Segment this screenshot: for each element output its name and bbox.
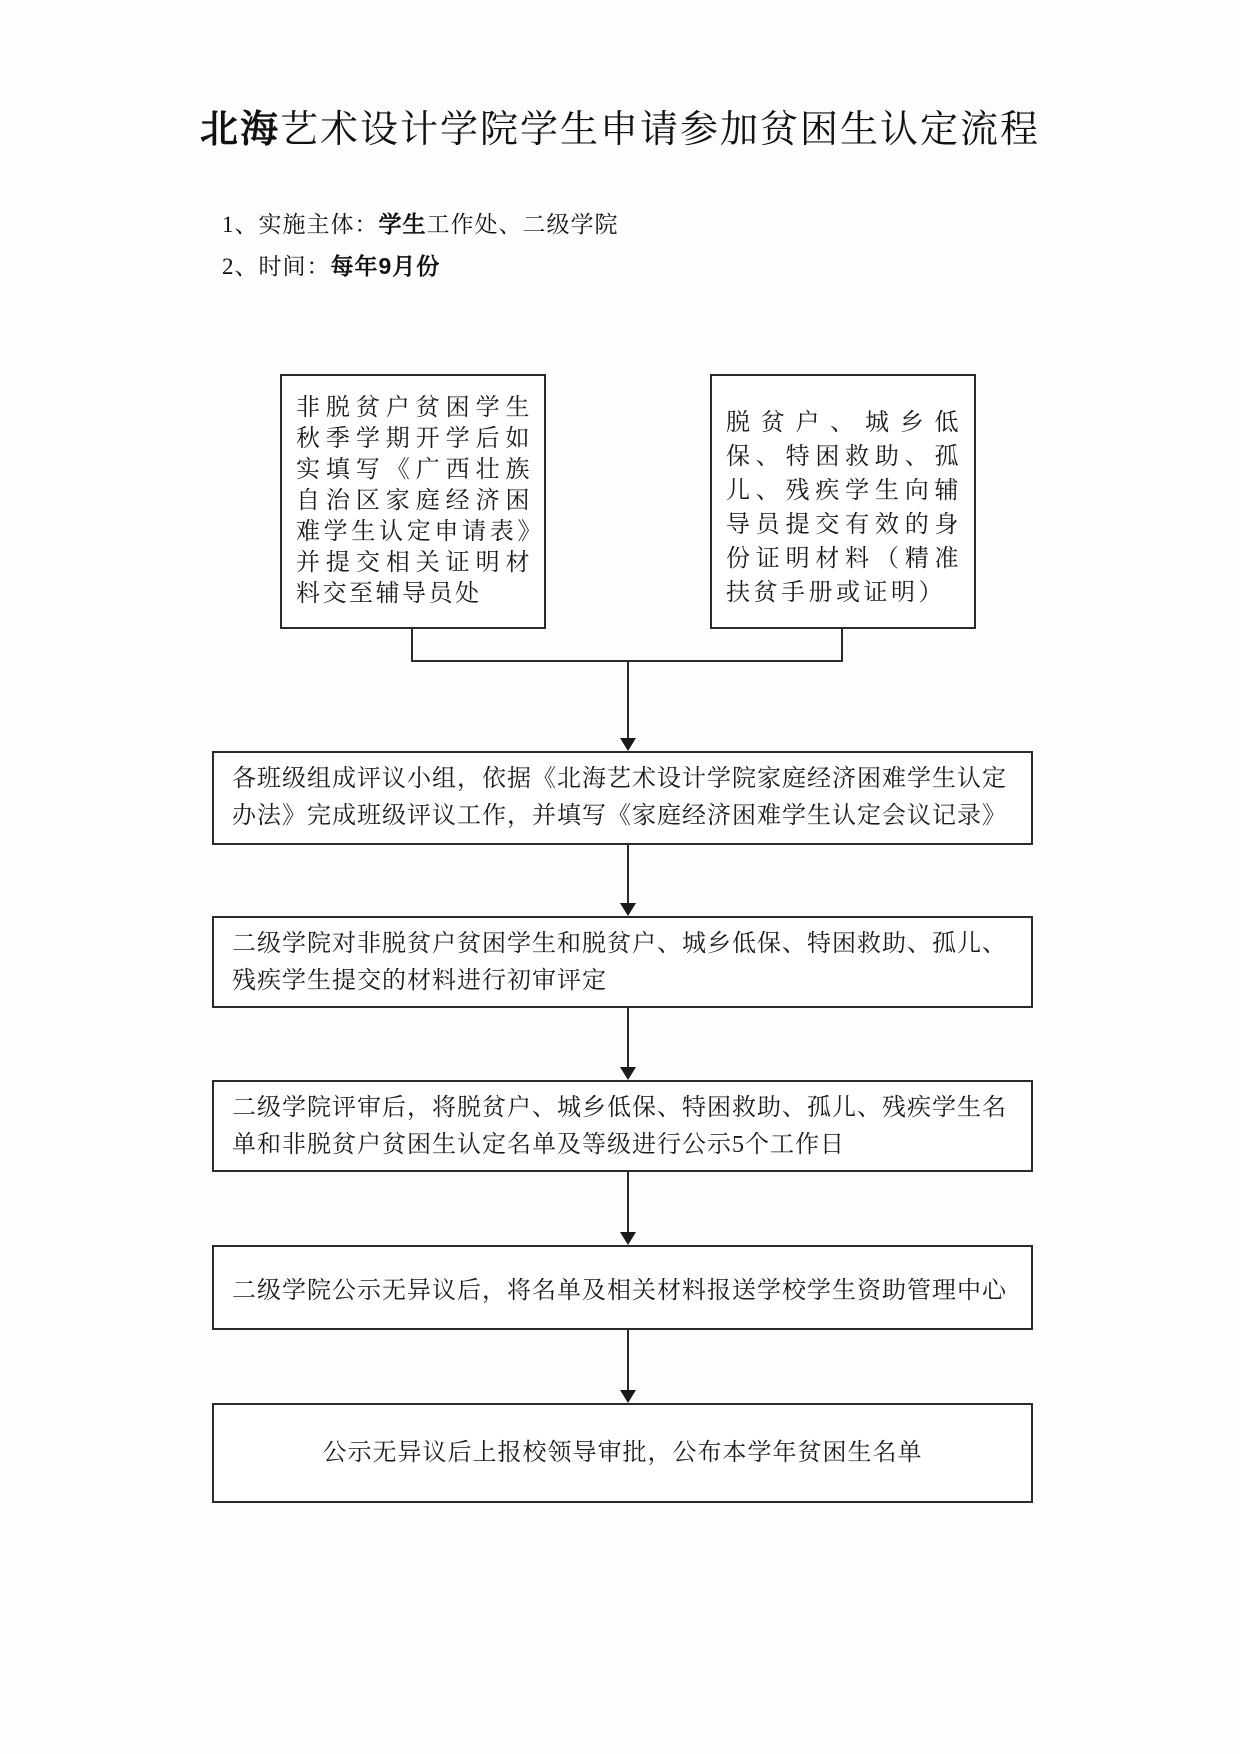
flow-box-publicize-list-text: 二级学院评审后，将脱贫户、城乡低保、特困救助、孤儿、残疾学生名单和非脱贫户贫困生认定名单及等级进行公示5个工作日 — [232, 1095, 1007, 1158]
flow-box-class-review — [212, 751, 1033, 845]
flow-box-poverty-relief-students-text: 脱贫户、城乡低保、特困救助、孤儿、残疾学生向辅导员提交有效的身份证明材料（精准扶贫手册或证明） — [726, 410, 962, 606]
connector-right-stub — [841, 629, 843, 661]
flow-box-final-approval — [212, 1403, 1033, 1503]
flow-box-submit-to-aid-center — [212, 1245, 1033, 1330]
arrow-1-line — [627, 661, 629, 739]
page-title — [0, 98, 1240, 153]
arrow-5-head-icon — [620, 1390, 636, 1403]
note-implementing-body-prefix: 1、实施主体： — [222, 212, 379, 237]
flow-box-class-review-text: 各班级组成评议小组，依据《北海艺术设计学院家庭经济困难学生认定办法》完成班级评议工作，并填写《家庭经济困难学生认定会议记录》 — [232, 766, 1007, 829]
flow-box-non-poverty-household-students — [280, 374, 546, 629]
arrow-2-head-icon — [620, 903, 636, 916]
flow-box-non-poverty-household-students-text: 非脱贫户贫困学生秋季学期开学后如实填写《广西壮族自治区家庭经济困难学生认定申请表》并提交相关证明材料交至辅导员处 — [296, 395, 532, 607]
arrow-5-line — [627, 1330, 629, 1391]
arrow-1-head-icon — [620, 738, 636, 751]
page-title-bold-part: 北海 — [199, 109, 280, 151]
flow-box-final-approval-text: 公示无异议后上报校领导审批，公布本学年贫困生名单 — [322, 1439, 923, 1466]
page-title-rest: 艺术设计学院学生申请参加贫困生认定流程 — [280, 109, 1041, 151]
flow-box-college-initial-review — [212, 916, 1033, 1008]
note-implementing-body — [222, 206, 619, 239]
connector-left-stub — [411, 629, 413, 661]
flow-box-publicize-list — [212, 1080, 1033, 1172]
note-implementing-body-suffix: 工作处、二级学院 — [426, 212, 619, 237]
arrow-2-line — [627, 845, 629, 904]
flow-box-submit-to-aid-center-text: 二级学院公示无异议后，将名单及相关材料报送学校学生资助管理中心 — [232, 1278, 1007, 1304]
note-implementing-body-bold: 学生 — [378, 211, 427, 237]
arrow-3-head-icon — [620, 1067, 636, 1080]
arrow-4-line — [627, 1172, 629, 1233]
flow-box-college-initial-review-text: 二级学院对非脱贫户贫困学生和脱贫户、城乡低保、特困救助、孤儿、残疾学生提交的材料进行初审评定 — [232, 931, 1007, 994]
arrow-3-line — [627, 1008, 629, 1068]
flow-box-poverty-relief-students — [710, 374, 976, 629]
note-time-prefix: 2、时间： — [222, 254, 331, 279]
note-time-bold: 每年9月份 — [330, 253, 441, 279]
arrow-4-head-icon — [620, 1232, 636, 1245]
note-time — [222, 248, 440, 281]
